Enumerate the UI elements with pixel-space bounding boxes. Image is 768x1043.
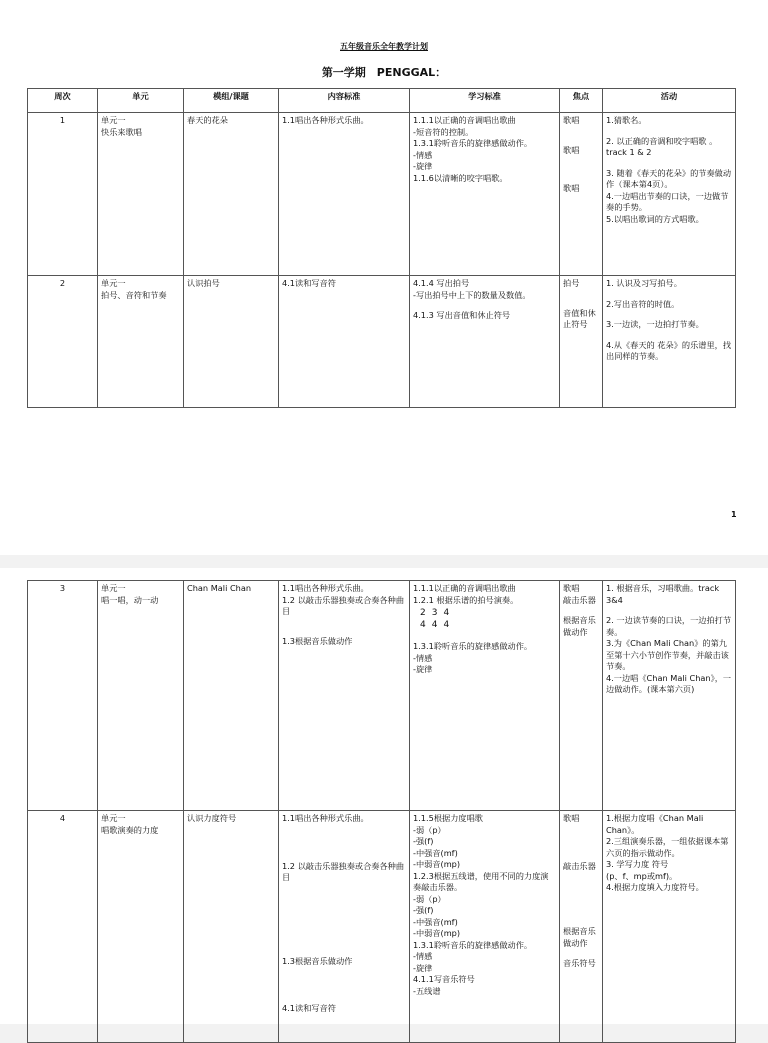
module-cell: 认识拍号 [184,276,279,408]
content-line: 1.1唱出各种形式乐曲。 [282,813,369,823]
learning-line: -情感 [413,149,433,160]
learning-line: -弱（p） [413,824,446,835]
focus-cell [560,276,603,408]
header-focus: 焦点 [560,89,603,113]
activity-line: 3. 随着《春天的花朵》的节奏做动作（课本第4页）。 [606,167,732,189]
learning-line: 4.1.1写音乐符号 [413,974,475,984]
activities-cell [603,581,736,811]
page-number: 1 [731,510,737,519]
learning-standard-cell [410,581,560,811]
activity-line: 5.以唱出歌词的方式唱歌。 [606,213,704,224]
header-unit: 单元 [98,89,184,113]
document-title: 五年级音乐全年教学计划 [340,42,428,51]
header-week: 周次 [28,89,98,113]
focus-cell [560,113,603,276]
learning-line: 4.1.4 写出拍号 [413,278,470,288]
learning-line: -中强音(mf) [413,847,458,858]
header-content-standard: 内容标准 [279,89,410,113]
time-signature-digit: 4 [431,620,438,630]
unit-cell [98,811,184,1043]
activity-line: 2.三组演奏乐器，一组依据课本第六页的指示做动作。 [606,836,729,858]
activity-line: 3.为《Chan Mali Chan》的第九至第十六小节创作节奏，并敲击该节奏。 [606,638,729,671]
activity-line: 3. 学写力度 符号 [606,859,669,869]
unit-line: 单元一 [101,813,126,823]
content-standard-cell [279,581,410,811]
content-line: 4.1读和写音符 [282,1003,336,1013]
focus-line: 歌唱 [563,144,580,155]
unit-line: 拍号、音符和节奏 [101,289,167,300]
content-line: 1.1唱出各种形式乐曲。 [282,115,369,125]
content-line: 1.1唱出各种形式乐曲。 [282,583,369,593]
content-line: 1.3根据音乐做动作 [282,635,353,646]
unit-cell [98,113,184,276]
document-page-2 [0,568,768,1024]
activities-cell [603,113,736,276]
unit-line: 单元一 [101,278,126,288]
focus-line: 歌唱 [563,115,580,125]
content-line: 1.2 以敲击乐器独奏或合奏各种曲目 [282,594,405,616]
learning-line: -中弱音(mp) [413,928,461,938]
learning-line: -强(f) [413,905,434,915]
activity-line: 3.一边读，一边拍打节奏。 [606,319,704,329]
content-line: 1.2 以敲击乐器独奏或合奏各种曲目 [282,860,405,882]
activity-line: 1.根据力度唱《Chan Mali Chan》。 [606,813,704,835]
header-activities: 活动 [603,89,736,113]
learning-line: 1.1.6以清晰的咬字唱歌。 [413,172,508,183]
focus-line: 敲击乐器 [563,594,596,605]
content-standard-cell [279,276,410,408]
focus-line: 歌唱 [563,813,580,823]
activity-line: 1. 认识及习写拍号。 [606,278,682,288]
learning-line: -中强音(mf) [413,916,458,927]
time-signature-bottom [420,620,556,630]
activities-cell [603,276,736,408]
focus-cell [560,581,603,811]
learning-line: -弱（p） [413,893,446,904]
learning-line: 1.2.1 根据乐谱的拍号演奏。 [413,594,519,605]
learning-line: 1.2.3根据五线谱，使用不同的力度演奏敲击乐器。 [413,870,549,892]
activity-line: 2. 一边读节奏的口诀，一边拍打节奏。 [606,615,732,637]
time-signature-digit: 4 [443,608,450,618]
learning-line: -中弱音(mp) [413,859,461,869]
module-cell: 春天的花朵 [184,113,279,276]
module-cell: 认识力度符号 [184,811,279,1043]
focus-line: 根据音乐做动作 [563,615,596,637]
time-signature-digit: 4 [443,620,450,630]
unit-line: 单元一 [101,115,126,125]
focus-line: 音值和休止符号 [563,307,596,329]
time-signature-digit: 4 [420,620,426,630]
learning-line: 4.1.3 写出音值和休止符号 [413,310,511,320]
activity-line: 4.一边唱《Chan Mali Chan》，一边做动作。(课本第六页) [606,672,732,694]
learning-line: 1.1.5根据力度唱歌 [413,813,483,823]
learning-line: 1.1.1以正确的音调唱出歌曲 [413,115,516,125]
focus-line: 拍号 [563,278,580,288]
learning-line: 1.3.1聆听音乐的旋律感做动作。 [413,641,533,651]
time-signature-digit: 3 [431,608,438,618]
learning-line: -五线谱 [413,985,441,996]
focus-line: 歌唱 [563,183,580,193]
learning-line: -旋律 [413,161,433,171]
learning-line: -旋律 [413,664,433,674]
learning-line: -短音符的控制。 [413,126,474,137]
unit-cell [98,276,184,408]
module-cell: Chan Mali Chan [184,581,279,811]
table-row [28,581,736,811]
focus-line: 歌唱 [563,583,580,593]
activity-line: 4.根据力度填入力度符号。 [606,882,704,892]
time-signature-digit: 2 [420,608,426,618]
document-subtitle: 第一学期 PENGGAL： [321,66,447,79]
learning-line: 1.3.1聆听音乐的旋律感做动作。 [413,939,533,950]
unit-cell [98,581,184,811]
content-standard-cell [279,811,410,1043]
activity-line: 2. 以正确的音调和咬字唱歌 。track 1 & 2 [606,135,718,157]
week-cell: 2 [28,276,98,408]
learning-line: 1.3.1聆听音乐的旋律感做动作。 [413,138,533,148]
learning-line: -旋律 [413,962,433,973]
focus-cell [560,811,603,1043]
learning-line: 1.1.1以正确的音调唱出歌曲 [413,583,516,593]
table-row [28,276,736,408]
unit-line: 单元一 [101,583,126,593]
learning-line: -强(f) [413,836,434,846]
unit-line: 快乐来歌唱 [101,126,142,137]
unit-line: 唱一唱，动一动 [101,594,159,605]
unit-line: 唱歌演奏的力度 [101,824,159,835]
week-cell: 1 [28,113,98,276]
learning-line: -情感 [413,951,433,961]
activity-line: 2.写出音符的时值。 [606,298,680,309]
activity-line: 4.从《春天的 花朵》的乐谱里，找出同样的节奏。 [606,339,732,361]
week-cell: 4 [28,811,98,1043]
lesson-plan-table [27,88,736,408]
header-module: 模组/课题 [184,89,279,113]
content-standard-cell [279,113,410,276]
header-learning-standard: 学习标准 [410,89,560,113]
activities-cell [603,811,736,1043]
lesson-plan-table-continued [27,580,736,1043]
learning-line: -情感 [413,652,433,663]
week-cell: 3 [28,581,98,811]
table-row [28,113,736,276]
focus-line: 根据音乐做动作 [563,926,596,948]
activity-line: 1. 根据音乐，习唱歌曲。track 3&4 [606,583,720,605]
focus-line: 音乐符号 [563,958,596,968]
time-signature-top [420,608,556,618]
activity-line: 4.一边唱出节奏的口诀，一边做节奏的手势。 [606,190,729,212]
learning-line: -写出拍号中上下的数量及数值。 [413,289,531,300]
learning-standard-cell [410,811,560,1043]
activity-line: (p、f、mp或mf)。 [606,870,678,881]
table-header-row [28,89,736,113]
learning-standard-cell [410,113,560,276]
content-line: 4.1读和写音符 [282,278,336,288]
learning-standard-cell [410,276,560,408]
focus-line: 敲击乐器 [563,860,596,871]
content-line: 1.3根据音乐做动作 [282,955,353,966]
table-row [28,811,736,1043]
activity-line: 1.猜歌名。 [606,115,647,125]
